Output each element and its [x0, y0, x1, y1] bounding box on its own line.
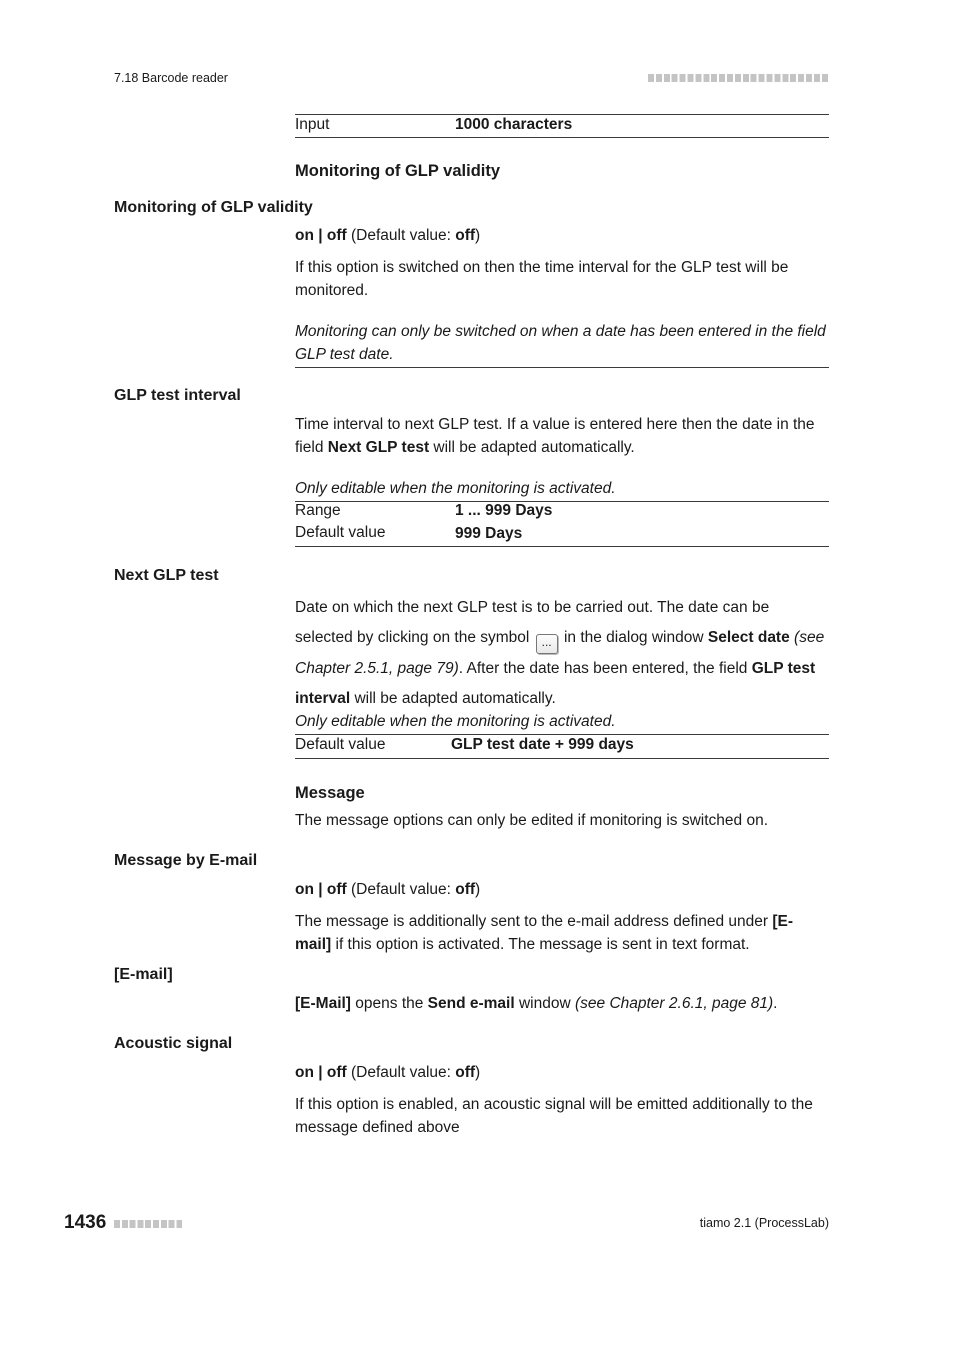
default-suffix: ) [475, 1064, 481, 1081]
email-desc-text-end: if this option is activated. The message is sent in text format. [331, 935, 750, 953]
monitoring-note-rule [295, 367, 829, 368]
interval-desc-text-end: will be adapted automatically. [429, 438, 635, 456]
email-options-values: on | off [295, 881, 347, 898]
next-test-note: Only editable when the monitoring is activated. [295, 713, 616, 730]
default-value: off [455, 881, 476, 898]
chapter-reference: (see Chapter 2.6.1, page 81) [574, 995, 774, 1012]
acoustic-description: If this option is enabled, an acoustic signal will be emitted additionally to the message defined above [295, 1096, 813, 1136]
email-button-name: [E-Mail] [295, 995, 351, 1012]
next-test-desc-text-2: in the dialog window [559, 629, 708, 646]
default-suffix: ) [475, 227, 481, 244]
default-prefix: (Default value: [346, 1064, 456, 1081]
monitoring-title: Monitoring of GLP validity [114, 199, 313, 216]
default-suffix: ) [475, 881, 481, 898]
interval-description [295, 414, 829, 459]
interval-table-bottom-rule [295, 546, 829, 547]
next-test-desc-text-4: will be adapted automatically. [350, 690, 556, 707]
default-value: off [455, 1064, 476, 1081]
range-label: Range [295, 502, 341, 519]
email-button-title: [E-mail] [114, 966, 173, 983]
input-label: Input [295, 116, 330, 133]
message-section-heading: Message [295, 784, 365, 802]
email-field-name: [E-mail] [295, 913, 794, 953]
acoustic-options-values: on | off [295, 1064, 347, 1081]
email-description [295, 911, 829, 956]
input-value: 1000 characters [455, 116, 573, 133]
next-test-desc-text-3: . After the date has been entered, the field [458, 660, 752, 677]
email-message-title: Message by E-mail [114, 852, 258, 869]
email-options [295, 879, 829, 902]
default-prefix: (Default value: [346, 881, 456, 898]
next-test-description [295, 593, 829, 714]
table-top-rule [295, 114, 829, 115]
monitoring-options-values: on | off [295, 227, 347, 244]
glp-section-heading: Monitoring of GLP validity [295, 162, 501, 180]
next-test-table-bottom-rule [295, 758, 829, 759]
email-desc-text: The message is additionally sent to the e-mail address defined under [295, 913, 773, 930]
range-value: 1 ... 999 Days [455, 502, 553, 519]
header-dot-pattern [648, 74, 829, 82]
message-intro: The message options can only be edited if monitoring is switched on. [295, 812, 769, 829]
ellipsis-button-icon: ... [536, 634, 558, 654]
next-test-default-value: GLP test date + 999 days [451, 736, 634, 753]
interval-title: GLP test interval [114, 387, 241, 404]
page-number: 1436 [64, 1212, 107, 1233]
acoustic-options [295, 1062, 829, 1085]
email-button-desc-text: opens the [350, 995, 428, 1012]
next-test-title: Next GLP test [114, 567, 219, 584]
footer-product-name: tiamo 2.1 (ProcessLab) [699, 1216, 829, 1230]
monitoring-description: If this option is switched on then the time interval for the GLP test will be monitored. [295, 259, 789, 299]
interval-default-label: Default value [295, 524, 386, 541]
interval-default-value: 999 Days [455, 525, 523, 542]
glp-interval-field-name: GLP test interval [295, 660, 816, 707]
footer-dot-pattern [114, 1220, 182, 1228]
default-value: off [455, 227, 476, 244]
next-test-default-label: Default value [295, 736, 386, 753]
running-header-section: 7.18 Barcode reader [114, 71, 228, 85]
email-button-desc-text-2: window [514, 995, 575, 1012]
table-bottom-rule [295, 137, 829, 138]
default-prefix: (Default value: [346, 227, 456, 244]
email-button-description [295, 993, 829, 1016]
monitoring-note: Monitoring can only be switched on when a date has been entered in the field GLP test date. [295, 323, 826, 363]
interval-desc-text: Time interval to next GLP test. If a value is entered here then the date in the field [295, 416, 815, 456]
acoustic-signal-title: Acoustic signal [114, 1035, 233, 1052]
email-button-desc-period: . [773, 995, 778, 1012]
chapter-reference: (see Chapter 2.5.1, page 79) [295, 629, 825, 677]
next-test-desc-text: Date on which the next GLP test is to be carried out. The date can be selected by clicking on the symbol [295, 599, 770, 646]
select-date-dialog-name: Select date [707, 629, 790, 646]
interval-desc-field: Next GLP test [327, 438, 430, 456]
interval-note: Only editable when the monitoring is activated. [295, 480, 616, 497]
next-test-table-top-rule [295, 734, 829, 735]
monitoring-options [295, 225, 829, 248]
send-email-window-name: Send e-mail [427, 995, 515, 1012]
interval-table-top-rule [295, 501, 829, 502]
